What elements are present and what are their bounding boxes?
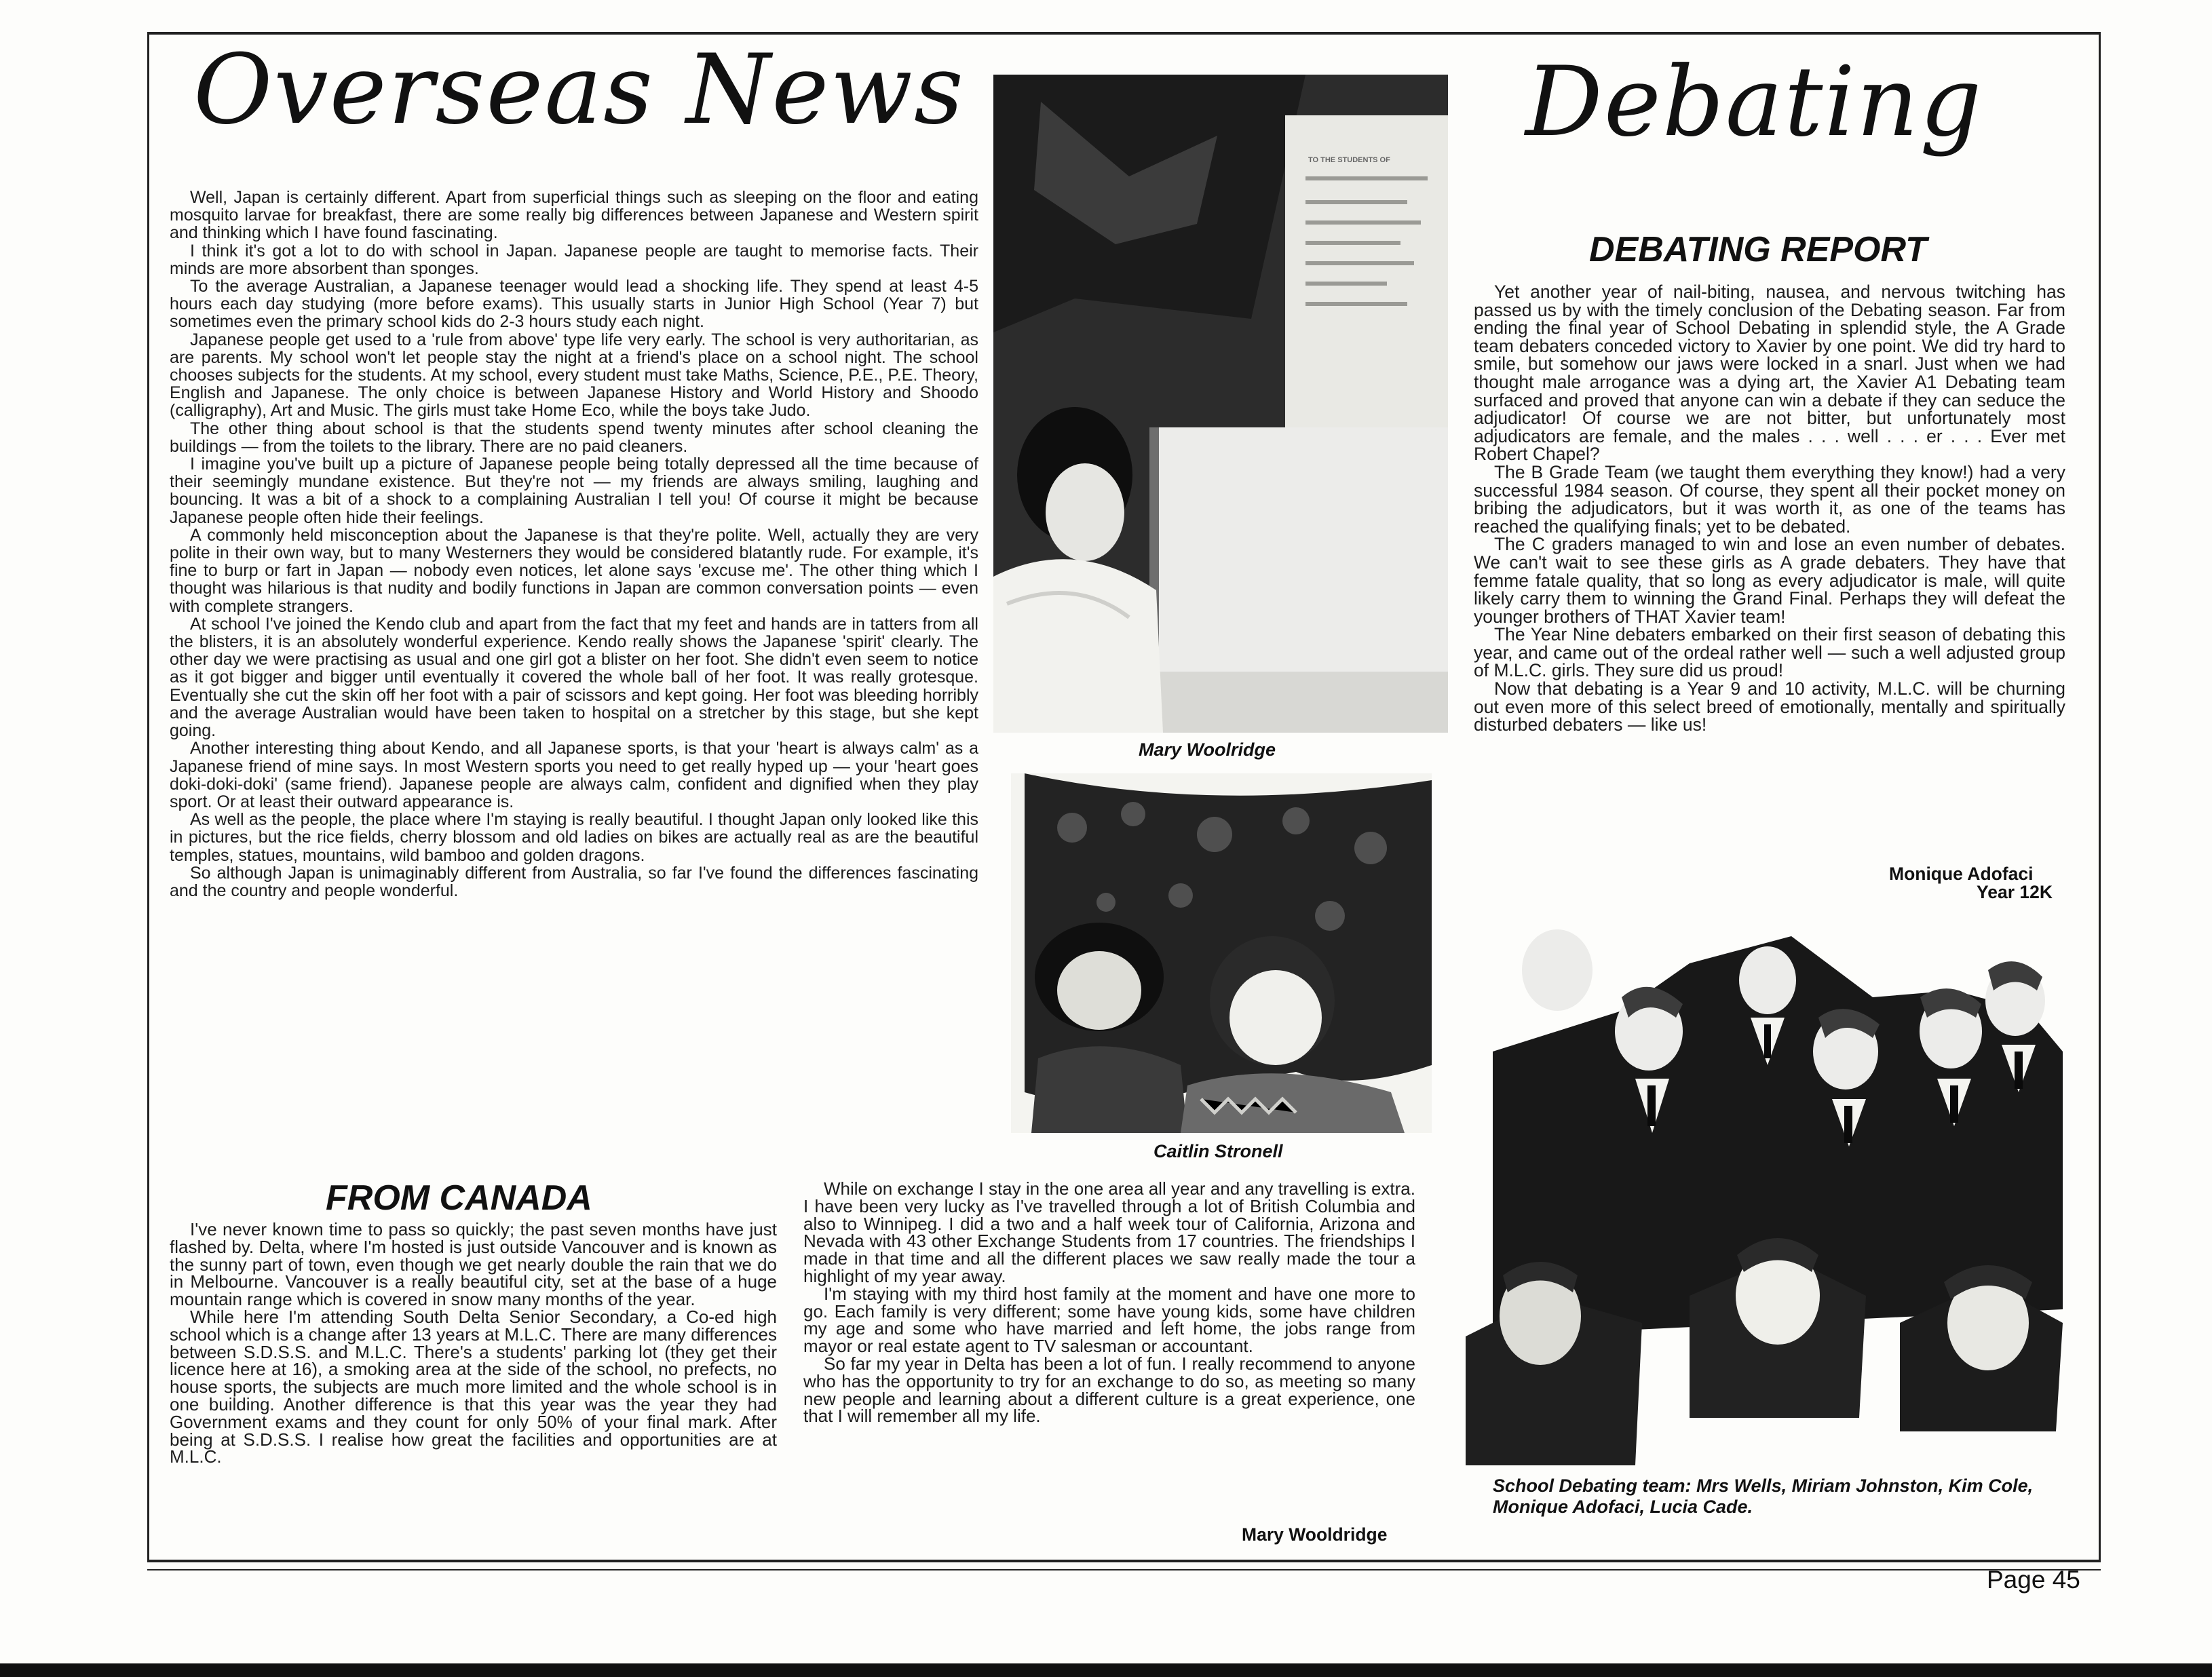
photo-mary-woolridge-image — [993, 75, 1448, 733]
overseas-paragraph: Another interesting thing about Kendo, and all Japanese sports, is that your 'heart is always calm' as a Japanese friend of mine says. In most Western sports you need to get really hyped up — your 'heart goes doki-doki-doki' (same friend). Japanese people are always calm, confident and dignified when they play sport. Or at least their outward appearance is. — [170, 739, 978, 811]
debating-article — [1474, 283, 2065, 734]
overseas-paragraph: To the average Australian, a Japanese teenager would lead a shocking life. They spend at least 4-5 hours each day studying (more before exams). This usually starts in Junior High School (Year 7) but sometimes even the primary school kids do 2-3 hours study each night. — [170, 277, 978, 332]
debating-paragraph: The Year Nine debaters embarked on their first season of debating this year, and came out of the ordeal rather well — such a well adjusted group of M.L.C. girls. They sure did us proud! — [1474, 624, 2065, 681]
overseas-paragraph: The other thing about school is that the students spend twenty minutes after school cleaning the buildings — from the toilets to the library. There are no paid cleaners. — [170, 419, 978, 456]
photo-caitlin-stronell-image — [1011, 773, 1432, 1133]
debating-team-caption: School Debating team: Mrs Wells, Miriam Johnston, Kim Cole, Monique Adofaci, Lucia Cade. — [1493, 1476, 2034, 1517]
debating-heading: Debating — [1525, 46, 1983, 158]
photo-caitlin-stronell — [1011, 773, 1432, 1133]
overseas-paragraph: Well, Japan is certainly different. Apart from superficial things such as sleeping on the floor and eating mosquito larvae for breakfast, there are some really big differences between Japanese and Western spirit and thinking which I have found fascinating. — [170, 188, 978, 243]
overseas-paragraph: I imagine you've built up a picture of Japanese people being totally depressed all the time because of their seemingly mundane existence. But they're not — my friends are always smiling, laughing and bouncing. It was a bit of a shock to a complaining Australian I tell you! Of course it might be because Japanese people often hide their feelings. — [170, 455, 978, 527]
debating-signature-name: Monique Adofaci — [1889, 864, 2034, 884]
canada-paragraph: I've never known time to pass so quickly; the past seven months have just flashed by. Delta, where I'm hosted is just outside Vancouver and is known as the sunny part of town, even though we get nearly double the rain that we do in Melbourne. Vancouver is a really beautiful city, set at the base of a huge mountain range which is covered in snow many months of the year. — [170, 1219, 777, 1310]
debating-paragraph: The C graders managed to win and lose an even number of debates. We can't wait to see these girls as A grade debaters. They have that femme fatale quality, that so long as every adjudicator is male, will quite likely carry them to winning the Grand Final. Perhaps they will defeat the younger brothers of THAT Xavier team! — [1474, 534, 2065, 627]
overseas-paragraph: At school I've joined the Kendo club and apart from the fact that my feet and hands are in tatters from all the blisters, it is an absolutely wonderful experience. Kendo really shows the Japanese 'spirit' clearly. The other day we were practising as usual and one girl got a blister on her foot. She didn't even seem to notice as it got bigger and bigger until eventually it covered the whole ball of her foot. It was really grotesque. Eventually she cut the skin off her foot with a pair of scissors and kept going. Her foot was bleeding horribly and the average Australian would have been taken to hospital on a stretcher by this stage, but she kept going. — [170, 614, 978, 741]
debating-paragraph: Now that debating is a Year 9 and 10 activity, M.L.C. will be churning out even more of this select breed of emotionally, mentally and spiritually disturbed debaters — like us! — [1474, 678, 2065, 735]
overseas-article — [170, 189, 978, 900]
from-canada-heading: FROM CANADA — [326, 1178, 592, 1218]
debating-paragraph: Yet another year of nail-biting, nausea, and nervous twitching has passed us by with the timely conclusion of the Debating season. Far from ending the final year of School Debating in splendid style, the A Grade team debaters conceded victory to Xavier by one point. We did try hard to smile, but somehow our jaws were locked in a snarl. Just when we had thought male arrogance was a dying art, the Xavier A1 Debating team surfaced and proved that anyone can win a debate if they can seduce the adjudicator! Of course we are not bitter, but unfortunately most adjudicators are female, and the males . . . well . . . er . . . Ever met Robert Chapel? — [1474, 282, 2065, 465]
photo-caption-mary-woolridge: Mary Woolridge — [1139, 739, 1276, 760]
photo-debating-team — [1466, 916, 2070, 1465]
frame-bottom-rule — [147, 1560, 2101, 1562]
page-number: Page 45 — [1987, 1566, 2080, 1594]
photo-mary-woolridge — [993, 75, 1448, 733]
photo-caption-caitlin-stronell: Caitlin Stronell — [1153, 1141, 1283, 1161]
overseas-paragraph: As well as the people, the place where I'm staying is really beautiful. I thought Japan only looked like this in pictures, but the rice fields, cherry blossom and old ladies on bikes are actually real as are the beautiful temples, statues, mountains, wild bamboo and golden dragons. — [170, 810, 978, 865]
debating-report-subheading: DEBATING REPORT — [1589, 230, 1927, 269]
canada-paragraph: While on exchange I stay in the one area all year and any travelling is extra. I have been very lucky as I've travelled through a lot of British Columbia and also to Winnipeg. I did a two and a half week tour of California, Arizona and Nevada with 43 other Exchange Students from 17 countries. The friendships I made in that time and all the different places we saw really made the tour a highlight of my year away. — [803, 1178, 1415, 1286]
photo-debating-team-image — [1466, 916, 2070, 1465]
canada-article-right — [803, 1180, 1415, 1425]
overseas-paragraph: A commonly held misconception about the Japanese is that they're polite. Well, actually they are very polite in their own way, but to many Westerners they would be considered blatantly rude. For example, it's fine to burp or fart in Japan — nobody even notices, let alone says 'excuse me'. The other thing which I thought was hilarious is that nudity and bodily functions in Japan are common conversation points — even with complete strangers. — [170, 525, 978, 616]
canada-paragraph: So far my year in Delta has been a lot of fun. I really recommend to anyone who has the opportunity to try for an exchange to do so, as meeting so many new people and learning about a different culture is a great experience, one that I will remember all my life. — [803, 1353, 1415, 1427]
overseas-paragraph: I think it's got a lot to do with school in Japan. Japanese people are taught to memorise facts. Their minds are more absorbent than sponges. — [170, 241, 978, 278]
overseas-paragraph: Japanese people get used to a 'rule from above' type life very early. The school is very authoritarian, as are parents. My school won't let people stay the night at a friend's place on a school night. The school chooses subjects for the students. At my school, every student must take Maths, Science, P.E., P.E. Theory, English and Japanese. The only choice is between Japanese History and World History and Shoodo (calligraphy), Art and Music. The girls must take Home Eco, while the boys take Judo. — [170, 330, 978, 421]
photo-sign-text: TO THE STUDENTS OF — [1308, 156, 1390, 164]
canada-signature: Mary Wooldridge — [1242, 1524, 1388, 1545]
canada-article-left — [170, 1221, 777, 1466]
canada-paragraph: While here I'm attending South Delta Senior Secondary, a Co-ed high school which is a change after 13 years at M.L.C. There are many differences between S.D.S.S. and M.L.C. There's a students' parking lot (they get their licence here at 16), a smoking area at the side of the school, no prefects, no house sports, the subjects are much more limited and the whole school is in one building. Another difference is that this year was the year they had Government exams and they count for only 50% of your final mark. After being at S.D.S.S. I realise how great the facilities and opportunities are at M.L.C. — [170, 1306, 777, 1467]
debating-signature-year: Year 12K — [1977, 882, 2053, 902]
overseas-news-heading: Overseas News — [193, 34, 965, 146]
debating-paragraph: The B Grade Team (we taught them everything they know!) had a very successful 1984 season. Of course, they spent all their pocket money on bribing the adjudicators, but it was worth it, as one of the teams has reached the qualifying finals; yet to be debated. — [1474, 461, 2065, 537]
canada-paragraph: I'm staying with my third host family at the moment and have one more to go. Each family is very different; some have young kids, some have children my age and some who have married and left home, the jobs range from mayor or real estate agent to TV salesman or accountant. — [803, 1283, 1415, 1357]
overseas-paragraph: So although Japan is unimaginably different from Australia, so far I've found the differences fascinating and the country and people wonderful. — [170, 863, 978, 900]
scan-edge-band — [0, 1663, 2212, 1677]
footer-rule — [147, 1569, 2101, 1570]
